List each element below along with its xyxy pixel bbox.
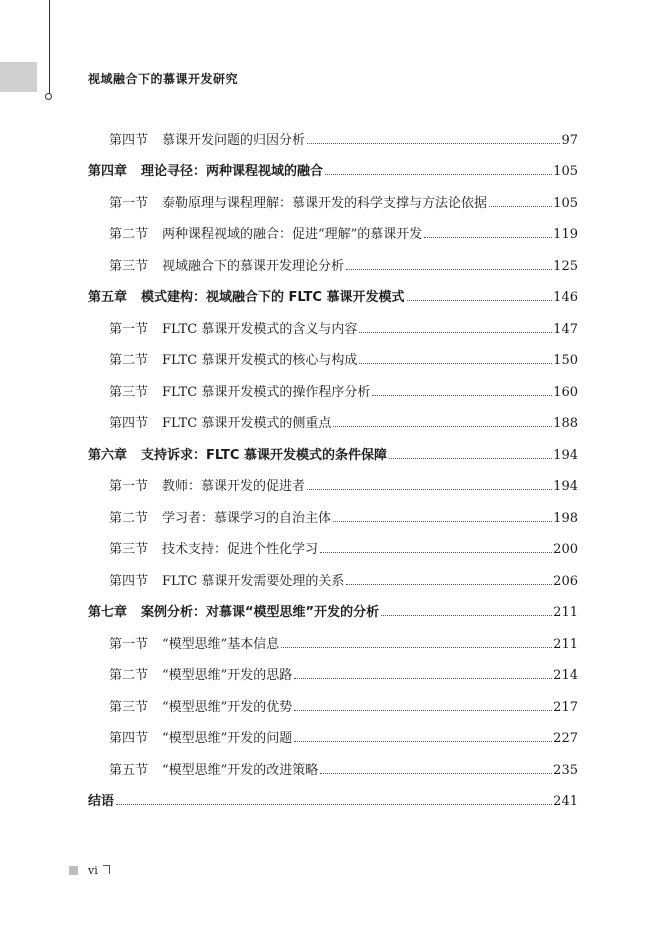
toc-entry-title: “模型思维”基本信息: [162, 636, 280, 652]
dot-leader: [359, 363, 552, 364]
dot-leader: [333, 426, 552, 427]
toc-entry-number: 第四节: [109, 573, 149, 589]
toc-entry-title: 结语: [88, 794, 115, 809]
toc-section-entry: [88, 683, 578, 715]
toc-entry-number: 第三节: [109, 542, 149, 557]
toc-entry-label: [88, 318, 359, 337]
dot-leader: [346, 269, 552, 270]
toc-entry-title: 技术支持：促进个性化学习: [162, 542, 319, 557]
toc-entry-label: [88, 759, 320, 778]
dot-leader: [320, 552, 552, 553]
toc-entry-label: [88, 444, 389, 463]
toc-chapter-entry: [88, 778, 578, 810]
dot-leader: [325, 174, 552, 175]
toc-entry-page: 241: [553, 794, 578, 809]
toc-section-entry: [88, 526, 578, 558]
toc-entry-number: 第三节: [109, 384, 149, 400]
page-edge-tab: [0, 62, 37, 92]
toc-entry-page: 125: [553, 258, 578, 274]
toc-section-entry: [88, 746, 578, 778]
toc-section-entry: [88, 400, 578, 432]
toc-section-entry: [88, 368, 578, 400]
toc-entry-label: [88, 349, 359, 368]
toc-entry-page: 217: [553, 699, 578, 715]
margin-rule-circle: [45, 93, 52, 100]
toc-entry-page: 105: [553, 195, 578, 211]
toc-entry-title: “模型思维”开发的改进策略: [162, 762, 319, 778]
toc-entry-page: 119: [553, 227, 578, 242]
dot-leader: [294, 710, 552, 711]
toc-entry-label: [88, 601, 381, 620]
dot-leader: [407, 300, 553, 301]
toc-entry-label: [88, 475, 307, 494]
toc-entry-label: [88, 160, 325, 179]
toc-entry-number: 第三节: [109, 699, 149, 715]
toc-entry-label: [88, 129, 307, 148]
toc-entry-page: 160: [553, 384, 578, 400]
running-head: 视域融合下的慕课开发研究: [88, 72, 239, 86]
dot-leader: [389, 458, 552, 459]
toc-entry-page: 200: [553, 542, 578, 557]
toc-entry-number: 第五节: [109, 762, 149, 778]
toc-entry-title: FLTC 慕课开发模式的侧重点: [162, 416, 332, 431]
dot-leader: [359, 332, 552, 333]
toc-entry-label: [88, 727, 294, 746]
toc-entry-number: 第五章: [88, 290, 128, 305]
toc-section-entry: [88, 305, 578, 337]
toc-entry-label: [88, 664, 294, 683]
dot-leader: [333, 521, 552, 522]
dot-leader: [424, 237, 552, 238]
dot-leader: [294, 741, 552, 742]
toc-entry-title: “模型思维”开发的优势: [162, 699, 293, 715]
page-number: vi: [88, 864, 98, 877]
toc-entry-number: 第四章: [88, 164, 128, 179]
toc-entry-page: 97: [561, 132, 578, 148]
toc-entry-page: 194: [553, 447, 578, 463]
toc-entry-title: 模式建构：视域融合下的 FLTC 慕课开发模式: [141, 290, 405, 305]
toc-entry-page: 198: [553, 510, 578, 526]
toc-entry-page: 211: [553, 605, 578, 620]
toc-entry-title: FLTC 慕课开发模式的核心与构成: [162, 353, 358, 368]
toc-entry-title: “模型思维”开发的思路: [162, 668, 293, 683]
toc-entry-page: 188: [553, 416, 578, 431]
toc-entry-title: 泰勒原理与课程理解：慕课开发的科学支撑与方法论依据: [162, 195, 488, 211]
toc-entry-number: 第一节: [109, 321, 149, 337]
toc-entry-title: 慕课开发问题的归因分析: [162, 132, 306, 148]
toc-entry-page: 235: [553, 762, 578, 778]
toc-entry-number: 第三节: [109, 258, 149, 274]
toc-entry-title: 教师：慕课开发的促进者: [162, 479, 306, 494]
dot-leader: [294, 678, 552, 679]
dot-leader: [346, 584, 552, 585]
toc-entry-number: 第一节: [109, 479, 149, 494]
toc-entry-title: 两种课程视域的融合：促进“理解”的慕课开发: [162, 227, 423, 242]
toc-section-entry: [88, 211, 578, 243]
footer-square: [69, 866, 78, 875]
toc-entry-page: 147: [553, 321, 578, 337]
dot-leader: [381, 615, 552, 616]
toc-entry-title: FLTC 慕课开发需要处理的关系: [162, 573, 345, 589]
toc-entry-label: [88, 286, 407, 305]
toc-entry-label: [88, 696, 294, 715]
toc-entry-title: 理论寻径：两种课程视域的融合: [141, 164, 324, 179]
footer-corner-mark: [103, 865, 110, 874]
toc-entry-label: [88, 192, 489, 211]
margin-rule: [49, 0, 50, 94]
toc-section-entry: [88, 242, 578, 274]
toc-entry-label: [88, 255, 346, 274]
toc-entry-label: [88, 790, 116, 809]
dot-leader: [320, 773, 552, 774]
toc-chapter-entry: [88, 589, 578, 621]
toc-chapter-entry: [88, 148, 578, 180]
toc-section-entry: [88, 620, 578, 652]
dot-leader: [372, 395, 552, 396]
toc-entry-number: 第二节: [109, 510, 149, 526]
toc-section-entry: [88, 652, 578, 684]
toc-entry-page: 214: [553, 668, 578, 683]
toc-entry-page: 211: [553, 636, 578, 652]
toc-entry-number: 第二节: [109, 668, 149, 683]
toc-entry-title: 学习者：慕课学习的自治主体: [162, 510, 332, 526]
toc-entry-page: 194: [553, 479, 578, 494]
toc-entry-title: FLTC 慕课开发模式的含义与内容: [162, 321, 358, 337]
toc-section-entry: [88, 463, 578, 495]
toc-entry-number: 第六章: [88, 447, 128, 463]
toc-entry-page: 105: [553, 164, 578, 179]
dot-leader: [116, 804, 552, 805]
toc-entry-number: 第四节: [109, 132, 149, 148]
toc-entry-label: [88, 381, 372, 400]
toc-entry-page: 206: [553, 573, 578, 589]
toc-entry-label: [88, 538, 320, 557]
toc-entry-title: 支持诉求：FLTC 慕课开发模式的条件保障: [141, 447, 387, 463]
toc-entry-page: 227: [553, 731, 578, 746]
page-footer: [69, 864, 110, 877]
toc-entry-label: [88, 570, 346, 589]
toc-section-entry: [88, 337, 578, 369]
toc-entry-label: [88, 223, 424, 242]
table-of-contents: [88, 116, 578, 809]
toc-entry-label: [88, 507, 333, 526]
toc-section-entry: [88, 715, 578, 747]
dot-leader: [307, 143, 560, 144]
toc-entry-number: 第七章: [88, 605, 128, 620]
toc-entry-page: 150: [553, 353, 578, 368]
toc-entry-number: 第四节: [109, 731, 149, 746]
toc-entry-number: 第二节: [109, 353, 149, 368]
toc-section-entry: [88, 557, 578, 589]
toc-entry-number: 第一节: [109, 636, 149, 652]
toc-chapter-entry: [88, 274, 578, 306]
toc-entry-label: [88, 633, 281, 652]
toc-section-entry: [88, 116, 578, 148]
toc-entry-page: 146: [553, 290, 578, 305]
dot-leader: [489, 206, 552, 207]
toc-entry-number: 第一节: [109, 195, 149, 211]
toc-entry-title: 视域融合下的慕课开发理论分析: [162, 258, 345, 274]
toc-entry-number: 第四节: [109, 416, 149, 431]
toc-entry-title: “模型思维”开发的问题: [162, 731, 293, 746]
toc-chapter-entry: [88, 431, 578, 463]
dot-leader: [307, 489, 552, 490]
dot-leader: [281, 647, 552, 648]
toc-entry-number: 第二节: [109, 227, 149, 242]
toc-entry-label: [88, 412, 333, 431]
toc-section-entry: [88, 179, 578, 211]
toc-entry-title: 案例分析：对慕课“模型思维”开发的分析: [141, 605, 380, 620]
toc-section-entry: [88, 494, 578, 526]
toc-entry-title: FLTC 慕课开发模式的操作程序分析: [162, 384, 371, 400]
